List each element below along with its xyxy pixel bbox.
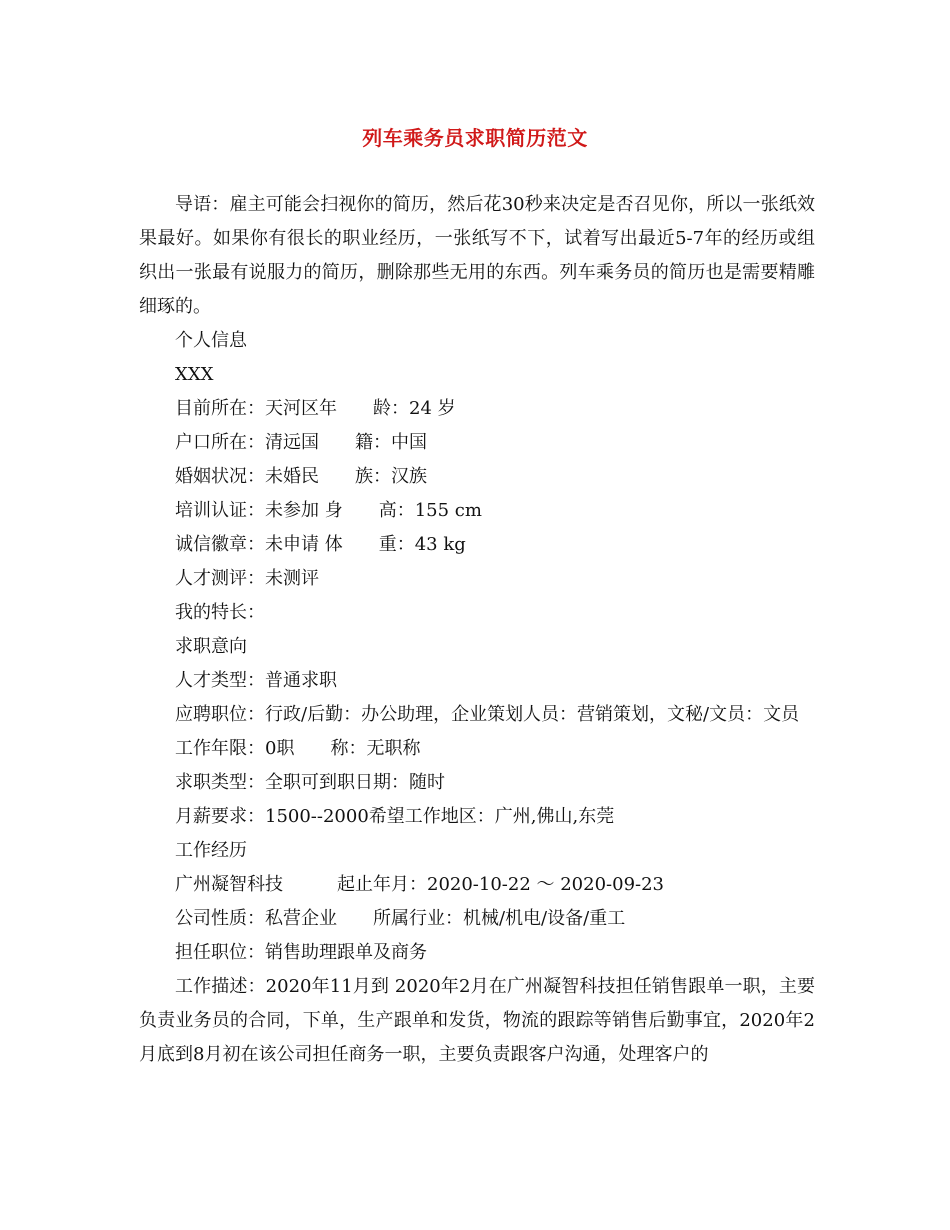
work-position: 担任职位：销售助理跟单及商务 xyxy=(175,942,427,963)
section-heading-work-experience: 工作经历 xyxy=(175,840,247,861)
info-line-marital-ethnicity: 婚姻状况：未婚民 族：汉族 xyxy=(175,466,427,487)
document-title: 列车乘务员求职简历范文 xyxy=(362,126,588,150)
work-description: 工作描述：2020年11月到 2020年2月在广州凝智科技担任销售跟单一职，主要负责业务员的合同，下单，生产跟单和发货，物流的跟踪等销售后勤事宜，2020年2月底到8月初在该公司担任商务一职，主要负责跟客户沟通，处理客户的 xyxy=(139,976,815,1065)
work-company-nature: 公司性质：私营企业 所属行业：机械/机电/设备/重工 xyxy=(175,908,626,929)
info-line-specialty: 我的特长： xyxy=(175,602,265,623)
info-line-badge-weight: 诚信徽章：未申请 体 重：43 kg xyxy=(175,534,466,555)
applicant-name: XXX xyxy=(175,364,214,385)
info-line-assessment: 人才测评：未测评 xyxy=(175,568,319,589)
intro-paragraph: 导语：雇主可能会扫视你的简历，然后花30秒来决定是否召见你，所以一张纸效果最好。如果你有很长的职业经历，一张纸写不下，试着写出最近5-7年的经历或组织出一张最有说服力的简历，删除那些无用的东西。列车乘务员的简历也是需要精雕细琢的。 xyxy=(139,194,815,317)
info-line-hukou-nationality: 户口所在：清远国 籍：中国 xyxy=(175,432,427,453)
info-line-talent-type: 人才类型：普通求职 xyxy=(175,670,337,691)
info-line-training-height: 培训认证：未参加 身 高：155 cm xyxy=(175,500,482,521)
info-line-salary-region: 月薪要求：1500--2000希望工作地区：广州,佛山,东莞 xyxy=(175,806,615,827)
section-heading-personal-info: 个人信息 xyxy=(175,330,247,351)
info-line-years-title: 工作年限：0职 称：无职称 xyxy=(175,738,421,759)
info-line-positions: 应聘职位：行政/后勤：办公助理，企业策划人员：营销策划，文秘/文员：文员 xyxy=(175,704,800,725)
document-body xyxy=(139,188,815,1072)
section-heading-job-intention: 求职意向 xyxy=(175,636,247,657)
work-company-period: 广州凝智科技 起止年月：2020-10-22 ～ 2020-09-23 xyxy=(175,874,665,895)
info-line-location-age: 目前所在：天河区年 龄：24 岁 xyxy=(175,398,456,419)
info-line-job-type: 求职类型：全职可到职日期：随时 xyxy=(175,772,445,793)
